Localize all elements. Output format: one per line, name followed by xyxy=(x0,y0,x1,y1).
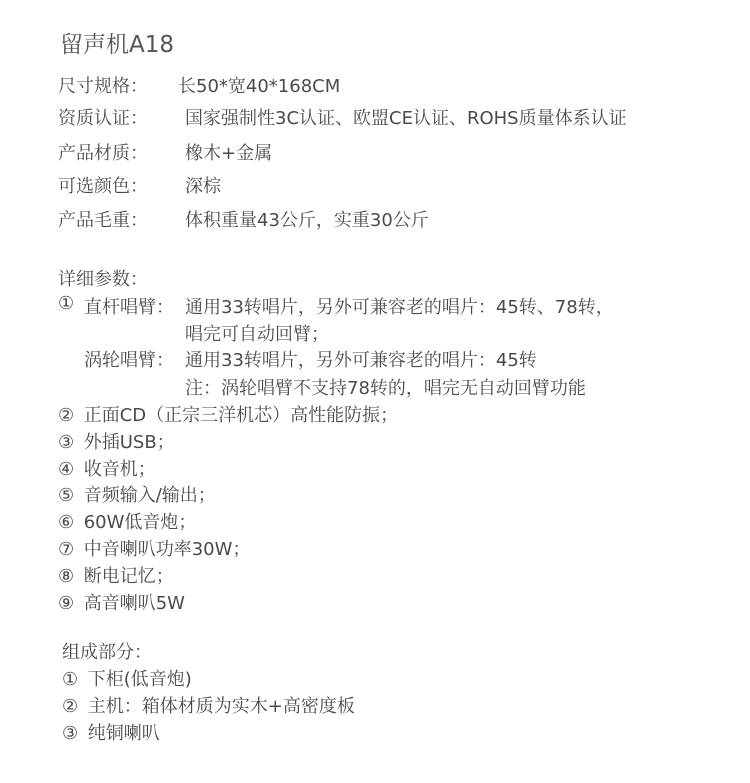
list-item: ⑦ 中音喇叭功率30W； xyxy=(58,539,251,560)
spec-label-material: 产品材质： xyxy=(58,143,148,164)
list-item: ⑥ 60W低音炮； xyxy=(58,512,197,533)
list-item: ③ 纯铜喇叭 xyxy=(62,723,160,744)
list-item: ⑤ 音频输入/输出； xyxy=(58,485,216,506)
spec-label-size: 尺寸规格： xyxy=(58,76,148,97)
spec-label-weight: 产品毛重： xyxy=(58,210,148,231)
spec-value-color: 深棕 xyxy=(185,176,221,197)
list-item: ⑧ 断电记忆； xyxy=(58,566,174,587)
list-item: ② 正面CD（正宗三洋机芯）高性能防振； xyxy=(58,405,399,426)
details-heading: 详细参数： xyxy=(58,269,148,290)
spec-value-weight: 体积重量43公斤，实重30公斤 xyxy=(185,210,429,231)
turbine-arm-label: 涡轮唱臂： xyxy=(84,350,174,371)
turbine-arm-note: 注：涡轮唱臂不支持78转的，唱完无自动回臂功能 xyxy=(185,378,586,399)
spec-label-certification: 资质认证： xyxy=(58,108,148,129)
product-title: 留声机A18 xyxy=(60,32,175,58)
list-item: ② 主机：箱体材质为实木+高密度板 xyxy=(62,696,355,717)
spec-label-color: 可选颜色： xyxy=(58,176,148,197)
spec-value-material: 橡木+金属 xyxy=(185,143,273,164)
turbine-arm-line1: 通用33转唱片，另外可兼容老的唱片：45转 xyxy=(185,350,537,371)
components-heading: 组成部分： xyxy=(62,642,152,663)
spec-value-certification: 国家强制性3C认证、欧盟CE认证、ROHS质量体系认证 xyxy=(185,108,627,129)
list-item: ⑨ 高音喇叭5W xyxy=(58,593,185,614)
tonearm-num: ① xyxy=(58,293,75,314)
spec-value-size: 长50*宽40*168CM xyxy=(178,76,341,97)
straight-arm-label: 直杆唱臂： xyxy=(84,297,174,318)
straight-arm-line2: 唱完可自动回臂； xyxy=(185,324,329,345)
list-item: ① 下柜(低音炮) xyxy=(62,669,192,690)
straight-arm-line1: 通用33转唱片，另外可兼容老的唱片：45转、78转， xyxy=(185,297,614,318)
list-item: ④ 收音机； xyxy=(58,459,156,480)
list-item: ③ 外插USB； xyxy=(58,432,175,453)
